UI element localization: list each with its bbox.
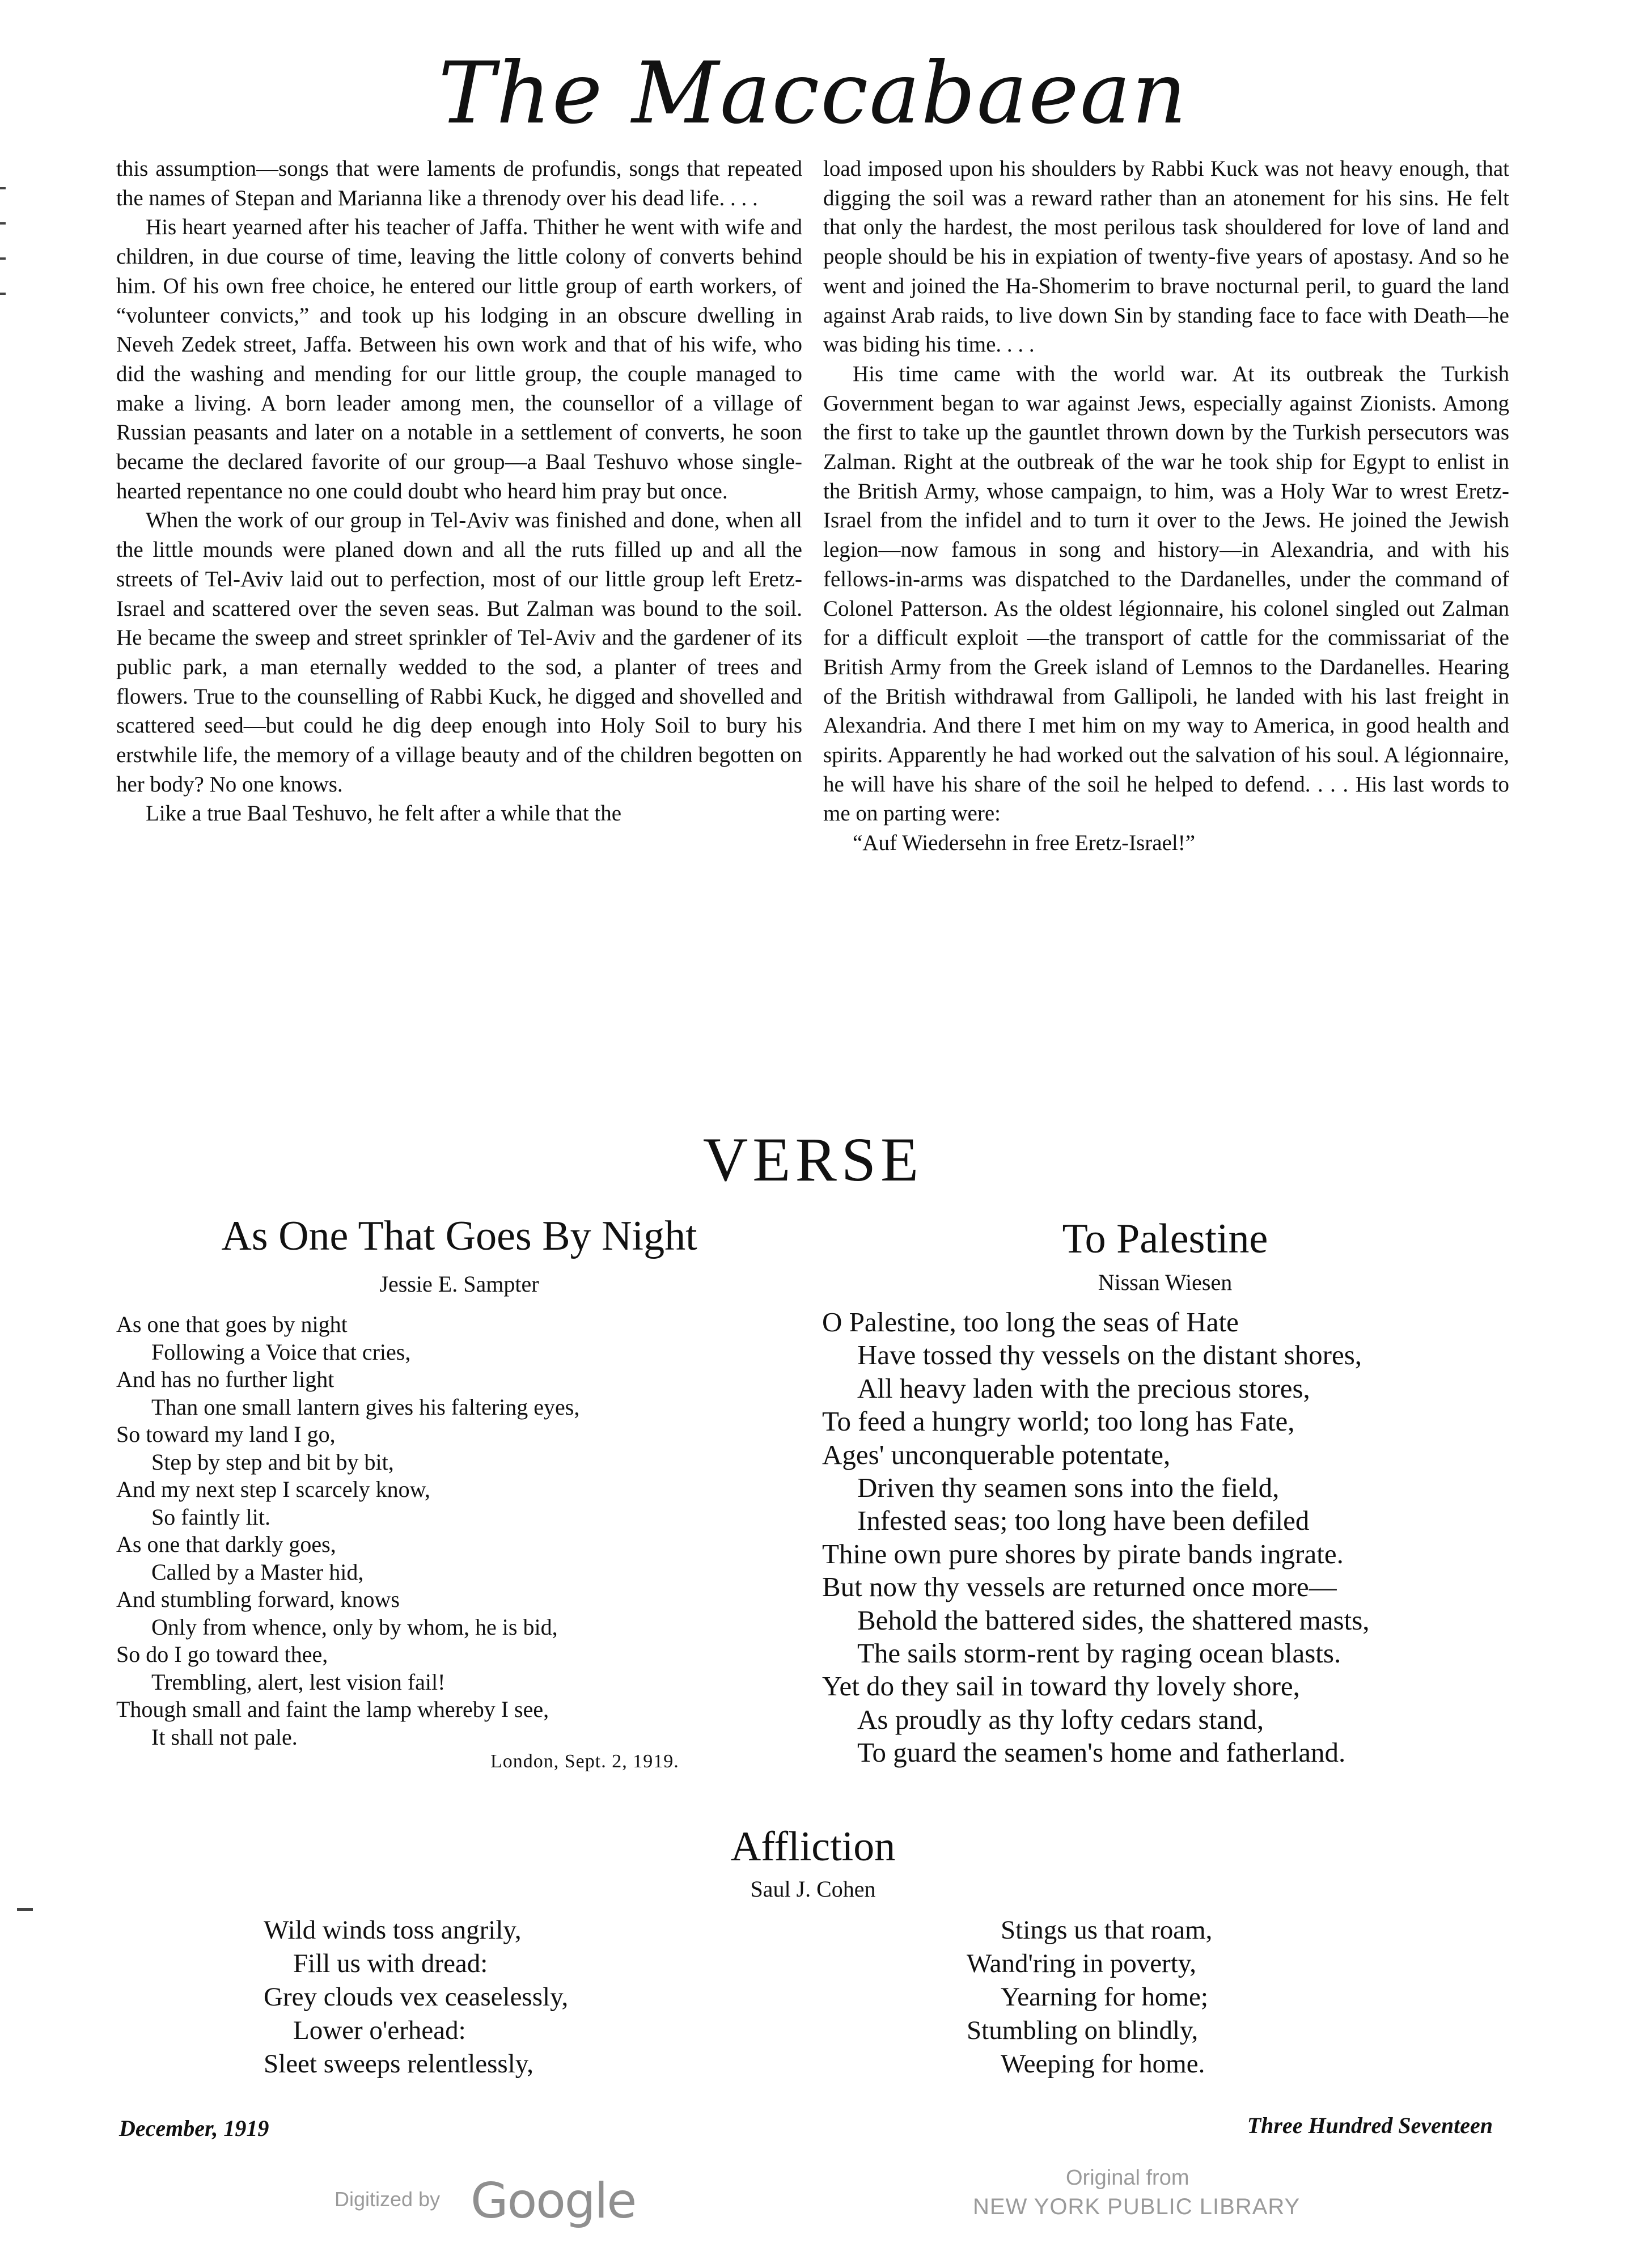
- poem-title: As One That Goes By Night: [221, 1213, 697, 1259]
- poem-line: Sleet sweeps relentlessly,: [264, 2049, 533, 2079]
- scan-edge-mark: [17, 1908, 33, 1911]
- poem-line: All heavy laden with the precious stores,: [857, 1372, 1310, 1404]
- poem-line: Wand'ring in poverty,: [967, 1949, 1196, 1978]
- poem-title: To Palestine: [1062, 1216, 1268, 1262]
- poem-line: So do I go toward thee,: [116, 1641, 328, 1667]
- digitized-by-label: Digitized by: [334, 2187, 441, 2211]
- poem-line: Stings us that roam,: [1001, 1915, 1213, 1945]
- poem-line: Behold the battered sides, the shattered masts,: [857, 1604, 1370, 1636]
- poem-author: Nissan Wiesen: [1098, 1270, 1233, 1295]
- poem-line: As proudly as thy lofty cedars stand,: [857, 1703, 1264, 1735]
- masthead-title: The Maccabaean: [438, 44, 1188, 143]
- poem-line: Ages' unconquerable potentate,: [822, 1438, 1171, 1470]
- poem-line: Wild winds toss angrily,: [264, 1915, 522, 1945]
- library-name: NEW YORK PUBLIC LIBRARY: [973, 2194, 1301, 2219]
- poem-line: O Palestine, too long the seas of Hate: [822, 1306, 1239, 1338]
- original-from-label: Original from: [1066, 2166, 1189, 2190]
- paragraph: this assumption—songs that were laments de profundis, songs that repeated the names of Stepan and Marianna like a threnody over his dead life. . . .: [116, 156, 802, 210]
- poem-line: Trembling, alert, lest vision fail!: [151, 1669, 446, 1695]
- poem-line: Following a Voice that cries,: [151, 1339, 411, 1365]
- paragraph: When the work of our group in Tel-Aviv was finished and done, when all the little mounds were planed down and all the ruts filled up and all the streets of Tel-Aviv laid out to perfection, most of our little group left Eretz-Israel and scattered over the seven seas. But Zalman was bound to the soil. He became the sweep and street sprinkler of Tel-Aviv and the gardener of its public park, a man eternally wedded to the sod, a planter of trees and flowers. True to the counselling of Rabbi Kuck, he digged and shovelled and scattered seed—but could he dig deep enough into Holy Soil to bury his erstwhile life, the memory of a village beauty and of the children begotten on her body? No one knows.: [116, 508, 802, 797]
- poem-author: Jessie E. Sampter: [379, 1271, 539, 1297]
- poem-line: Weeping for home.: [1001, 2049, 1205, 2079]
- poem-body-left: [264, 1914, 568, 2081]
- poem-title: Affliction: [730, 1823, 896, 1870]
- poem-dateline: London, Sept. 2, 1919.: [490, 1751, 679, 1772]
- poem-line: And my next step I scarcely know,: [116, 1476, 430, 1502]
- poem-line: Lower o'erhead:: [293, 2016, 466, 2045]
- scan-edge-mark: [0, 187, 6, 189]
- poem-line: Have tossed thy vessels on the distant shores,: [857, 1339, 1362, 1371]
- scan-edge-mark: [0, 222, 6, 225]
- poem-line: Stumbling on blindly,: [967, 2016, 1199, 2045]
- scan-edge-mark: [0, 257, 6, 260]
- poem-line: Fill us with dread:: [293, 1949, 488, 1978]
- poem-body: [822, 1306, 1370, 1770]
- poem-line: So faintly lit.: [151, 1504, 270, 1530]
- poem-line: The sails storm-rent by raging ocean blasts.: [857, 1637, 1341, 1669]
- poem-body-right: [967, 1914, 1212, 2081]
- issue-date: December, 1919: [119, 2115, 269, 2141]
- scan-edge-mark: [0, 293, 6, 295]
- poem-line: And has no further light: [116, 1366, 334, 1392]
- right-prose-column: [823, 154, 1509, 858]
- paragraph: Like a true Baal Teshuvo, he felt after a while that the: [146, 801, 622, 826]
- poem-line: To guard the seamen's home and fatherland.: [857, 1737, 1346, 1768]
- poem-line: As one that darkly goes,: [116, 1531, 336, 1557]
- poem-line: Grey clouds vex ceaselessly,: [264, 1982, 569, 2012]
- poem-line: As one that goes by night: [116, 1311, 348, 1337]
- poem-line: Thine own pure shores by pirate bands ingrate.: [822, 1538, 1344, 1569]
- paragraph: His heart yearned after his teacher of Jaffa. Thither he went with wife and children, in due course of time, leaving the little colony of converts behind him. Of his own free choice, he entered our little group of earth workers, of “volunteer convicts,” and took up his lodging in an obscure dwelling in Neveh Zedek street, Jaffa. Between his own work and that of his wife, who did the washing and mending for our little group, the couple managed to make a living. A born leader among men, the counsellor of a village of Russian peasants and later on a notable in a settlement of converts, he soon became the declared favorite of our group—a Baal Teshuvo whose single-hearted repentance no one could doubt who heard him pray but once.: [116, 215, 802, 503]
- poem-line: Driven thy seamen sons into the field,: [857, 1472, 1280, 1504]
- poem-line: Only from whence, only by whom, he is bid,: [151, 1614, 558, 1640]
- poem-line: Called by a Master hid,: [151, 1559, 364, 1585]
- poem-line: Step by step and bit by bit,: [151, 1449, 394, 1475]
- poem-line: So toward my land I go,: [116, 1421, 336, 1447]
- poem-line: It shall not pale.: [151, 1724, 298, 1750]
- poem-line: Yet do they sail in toward thy lovely shore,: [822, 1670, 1300, 1702]
- poem-line: Than one small lantern gives his faltering eyes,: [151, 1394, 580, 1420]
- paragraph: His time came with the world war. At its outbreak the Turkish Government began to war against Jews, especially against Zionists. Among the first to take up the gauntlet thrown down by the Turkish persecutors was Zalman. Right at the outbreak of the war he took ship for Egypt to enlist in the British Army, whose campaign, to him, was a Holy War to wrest Eretz-Israel from the infidel and to turn it over to the Jews. He joined the Jewish legion—now famous in song and history—in Alexandria, and with his fellows-in-arms was dispatched to the Dardanelles, under the command of Colonel Patterson. As the oldest légionnaire, his colonel singled out Zalman for a difficult exploit —the transport of cattle for the commissariat of the British Army from the Greek island of Lemnos to the Dardanelles. Hearing of the British withdrawal from Gallipoli, he landed with his last freight in Alexandria. And there I met him on my way to America, in good health and spirits. Apparently he had worked out the salvation of his soul. A légionnaire, he will have his share of the soil he helped to defend. . . . His last words to me on parting were:: [823, 361, 1509, 826]
- poem-line: Yearning for home;: [1001, 1982, 1208, 2012]
- closing-quote: “Auf Wiedersehn in free Eretz-Israel!”: [853, 831, 1196, 856]
- poem-line: But now thy vessels are returned once more—: [822, 1571, 1337, 1603]
- paragraph: load imposed upon his shoulders by Rabbi Kuck was not heavy enough, that digging the soil was a reward rather than an atonement for his sins. He felt that only the hardest, the most perilous task shouldered for love of land and people should be his in expiation of twenty-five years of apostasy. And so he went and joined the Ha-Shomerim to brave nocturnal peril, to guard the land against Arab raids, to live down Sin by standing face to face with Death—he was biding his time. . . .: [823, 156, 1509, 357]
- poem-author: Saul J. Cohen: [750, 1876, 876, 1902]
- google-logo: Google: [471, 2173, 636, 2229]
- page-number: Three Hundred Seventeen: [1247, 2113, 1493, 2138]
- left-prose-column: [116, 154, 802, 828]
- poem-line: Infested seas; too long have been defiled: [857, 1505, 1310, 1537]
- poem-body: [116, 1311, 579, 1751]
- poem-line: And stumbling forward, knows: [116, 1586, 400, 1612]
- poem-line: Though small and faint the lamp whereby I see,: [116, 1696, 549, 1722]
- section-heading-verse: VERSE: [702, 1125, 924, 1194]
- poem-line: To feed a hungry world; too long has Fate,: [822, 1406, 1295, 1437]
